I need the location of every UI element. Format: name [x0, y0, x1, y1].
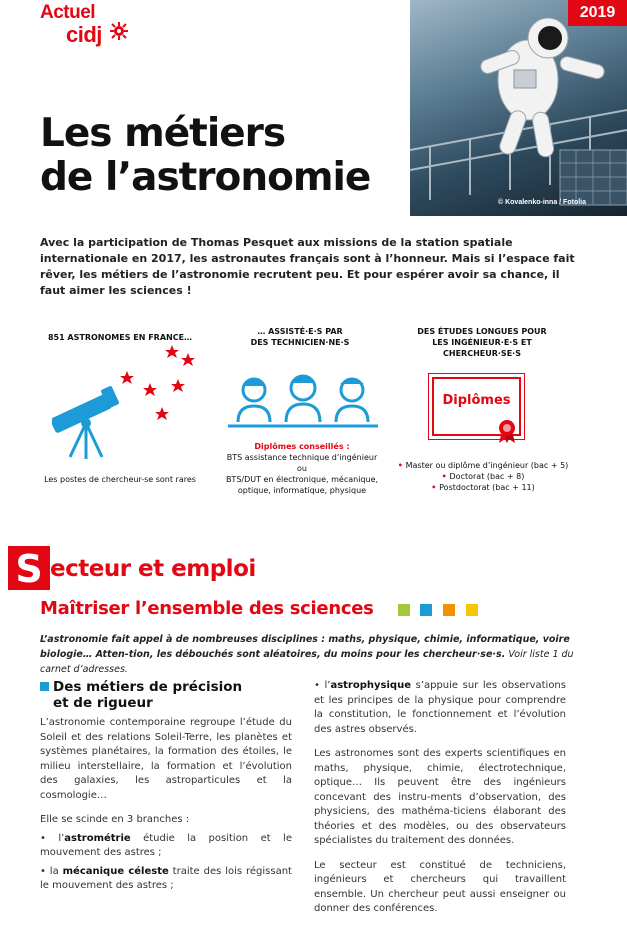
- color-square-green: [398, 604, 410, 616]
- col2-diplomas-line: BTS/DUT en électronique, mécanique,: [225, 475, 379, 484]
- col3-heading: [392, 326, 572, 359]
- color-square-yellow: [466, 604, 478, 616]
- lead-bold: L’astronomie fait appel à de nombreuses disciplines : maths, physique, chimie, informatique, voire biologie… Atten-tion, les débouchés sont aléatoires, du moins pour les chercheur·se·s.: [40, 634, 570, 660]
- left-paragraph-1: L’astronomie contemporaine regroupe l’étude du Soleil et des relations Soleil-Terre, les planètes et systèmes planétaires, la formation des étoiles, le milieu interstellaire, la formation et l’évolution des galaxies, les astroparticules et la cosmologie…: [40, 717, 292, 801]
- section-initial: S: [8, 546, 50, 590]
- photo-credit: © Kovalenko-inna / Fotolia: [498, 199, 586, 206]
- col3-study-item: • Postdoctorat (bac + 11): [431, 483, 535, 492]
- astronaut-photo: [410, 0, 627, 216]
- title-line-1: Les métiers: [40, 111, 286, 156]
- col3-heading-line2: LES INGÉNIEUR·E·S ET CHERCHEUR·SE·S: [432, 338, 532, 358]
- col3-studies: [393, 460, 573, 493]
- right-paragraph-1: Les astronomes sont des experts scientifiques en maths, physique, chimie, électrotechnique, optique… Ils peuvent être des ingénieurs concevant des instru-ments d’observation, des physiciens, des mathéma-ticiens élaborant des théories et des modèles, ou des observateurs spécialistes du traitement des données.: [314, 748, 566, 846]
- col2-heading-line1: … ASSISTÉ·E·S PAR: [257, 327, 343, 336]
- subheading-line1: Des métiers de précision: [53, 679, 243, 695]
- star-icon: [143, 383, 157, 396]
- right-column: [314, 679, 566, 927]
- astronaut-illustration: [410, 0, 627, 216]
- star-icon: [120, 371, 134, 384]
- branch-mecanique: • la mécanique céleste traite des lois régissant le mouvement des astres ;: [40, 865, 292, 891]
- left-paragraph-2: Elle se scinde en 3 branches :: [40, 814, 190, 825]
- star-icon: [181, 353, 195, 366]
- seal-icon: [497, 419, 517, 443]
- subheading: [40, 679, 242, 711]
- col2-diplomas-title: Diplômes conseillés :: [254, 442, 350, 451]
- col1-caption: Les postes de chercheur-se sont rares: [44, 475, 196, 484]
- col2-diplomas-line: BTS assistance technique d’ingénieur ou: [226, 453, 378, 473]
- intro-paragraph: Avec la participation de Thomas Pesquet aux missions de la station spatiale internationale en 2017, les astronautes français sont à l’honneur. Mais si l’espace fait rêver, les métiers de l’astronomie recrutent peu. Et pour espérer avoir sa chance, il faut aimer les sciences !: [40, 236, 575, 297]
- technicians-icon: [228, 372, 378, 432]
- subtitle: Maîtriser l’ensemble des sciences: [40, 598, 374, 619]
- hair-icon: [340, 379, 364, 384]
- branch-astrophysique: • l’astrophysique s’appuie sur les observations et les principes de la physique pour comprendre la constitution, le fonctionnement et l’évolution des astres observés.: [314, 680, 566, 735]
- right-paragraph-2: Le secteur est constitué de techniciens, ingénieurs et chercheurs qui travaillent ensemble. Un chercheur peut aussi enseigner ou donner des conférences.: [314, 859, 566, 914]
- lead-reference: Voir liste 1 du carnet d’adresses.: [40, 649, 574, 675]
- col3-study-item: • Doctorat (bac + 8): [441, 472, 525, 481]
- col3-heading-line1: DES ÉTUDES LONGUES POUR: [417, 327, 547, 336]
- title-line-2: de l’astronomie: [40, 155, 371, 200]
- star-icon: [165, 345, 179, 358]
- col3-study-item: • Master ou diplôme d’ingénieur (bac + 5): [397, 461, 569, 470]
- year-badge: 2019: [568, 0, 627, 26]
- section-title: ecteur et emploi: [50, 556, 256, 582]
- logo-burst-icon: [110, 22, 128, 40]
- color-square-orange: [443, 604, 455, 616]
- diploma-label: Diplômes: [442, 393, 511, 408]
- logo-actuel: Actuel: [40, 2, 96, 23]
- lead-paragraph: [40, 632, 588, 677]
- logo-cidj: cidj: [66, 22, 102, 47]
- blue-square-icon: [40, 682, 49, 691]
- page-title: [40, 112, 420, 200]
- col1-heading: 851 ASTRONOMES EN FRANCE…: [47, 333, 193, 342]
- col2-heading: [225, 326, 375, 348]
- color-square-blue: [420, 604, 432, 616]
- branch-astrometrie: • l’astrométrie étudie la position et le mouvement des astres ;: [40, 832, 292, 858]
- col2-heading-line2: DES TECHNICIEN·NE·S: [250, 338, 350, 347]
- subheading-line2: et de rigueur: [53, 695, 153, 711]
- star-icon: [171, 379, 185, 392]
- telescope-icon: [52, 345, 202, 465]
- star-icon: [155, 407, 169, 420]
- col2-diplomas: [222, 441, 382, 496]
- left-column: [40, 716, 292, 904]
- col2-diplomas-line: optique, informatique, physique: [237, 486, 367, 495]
